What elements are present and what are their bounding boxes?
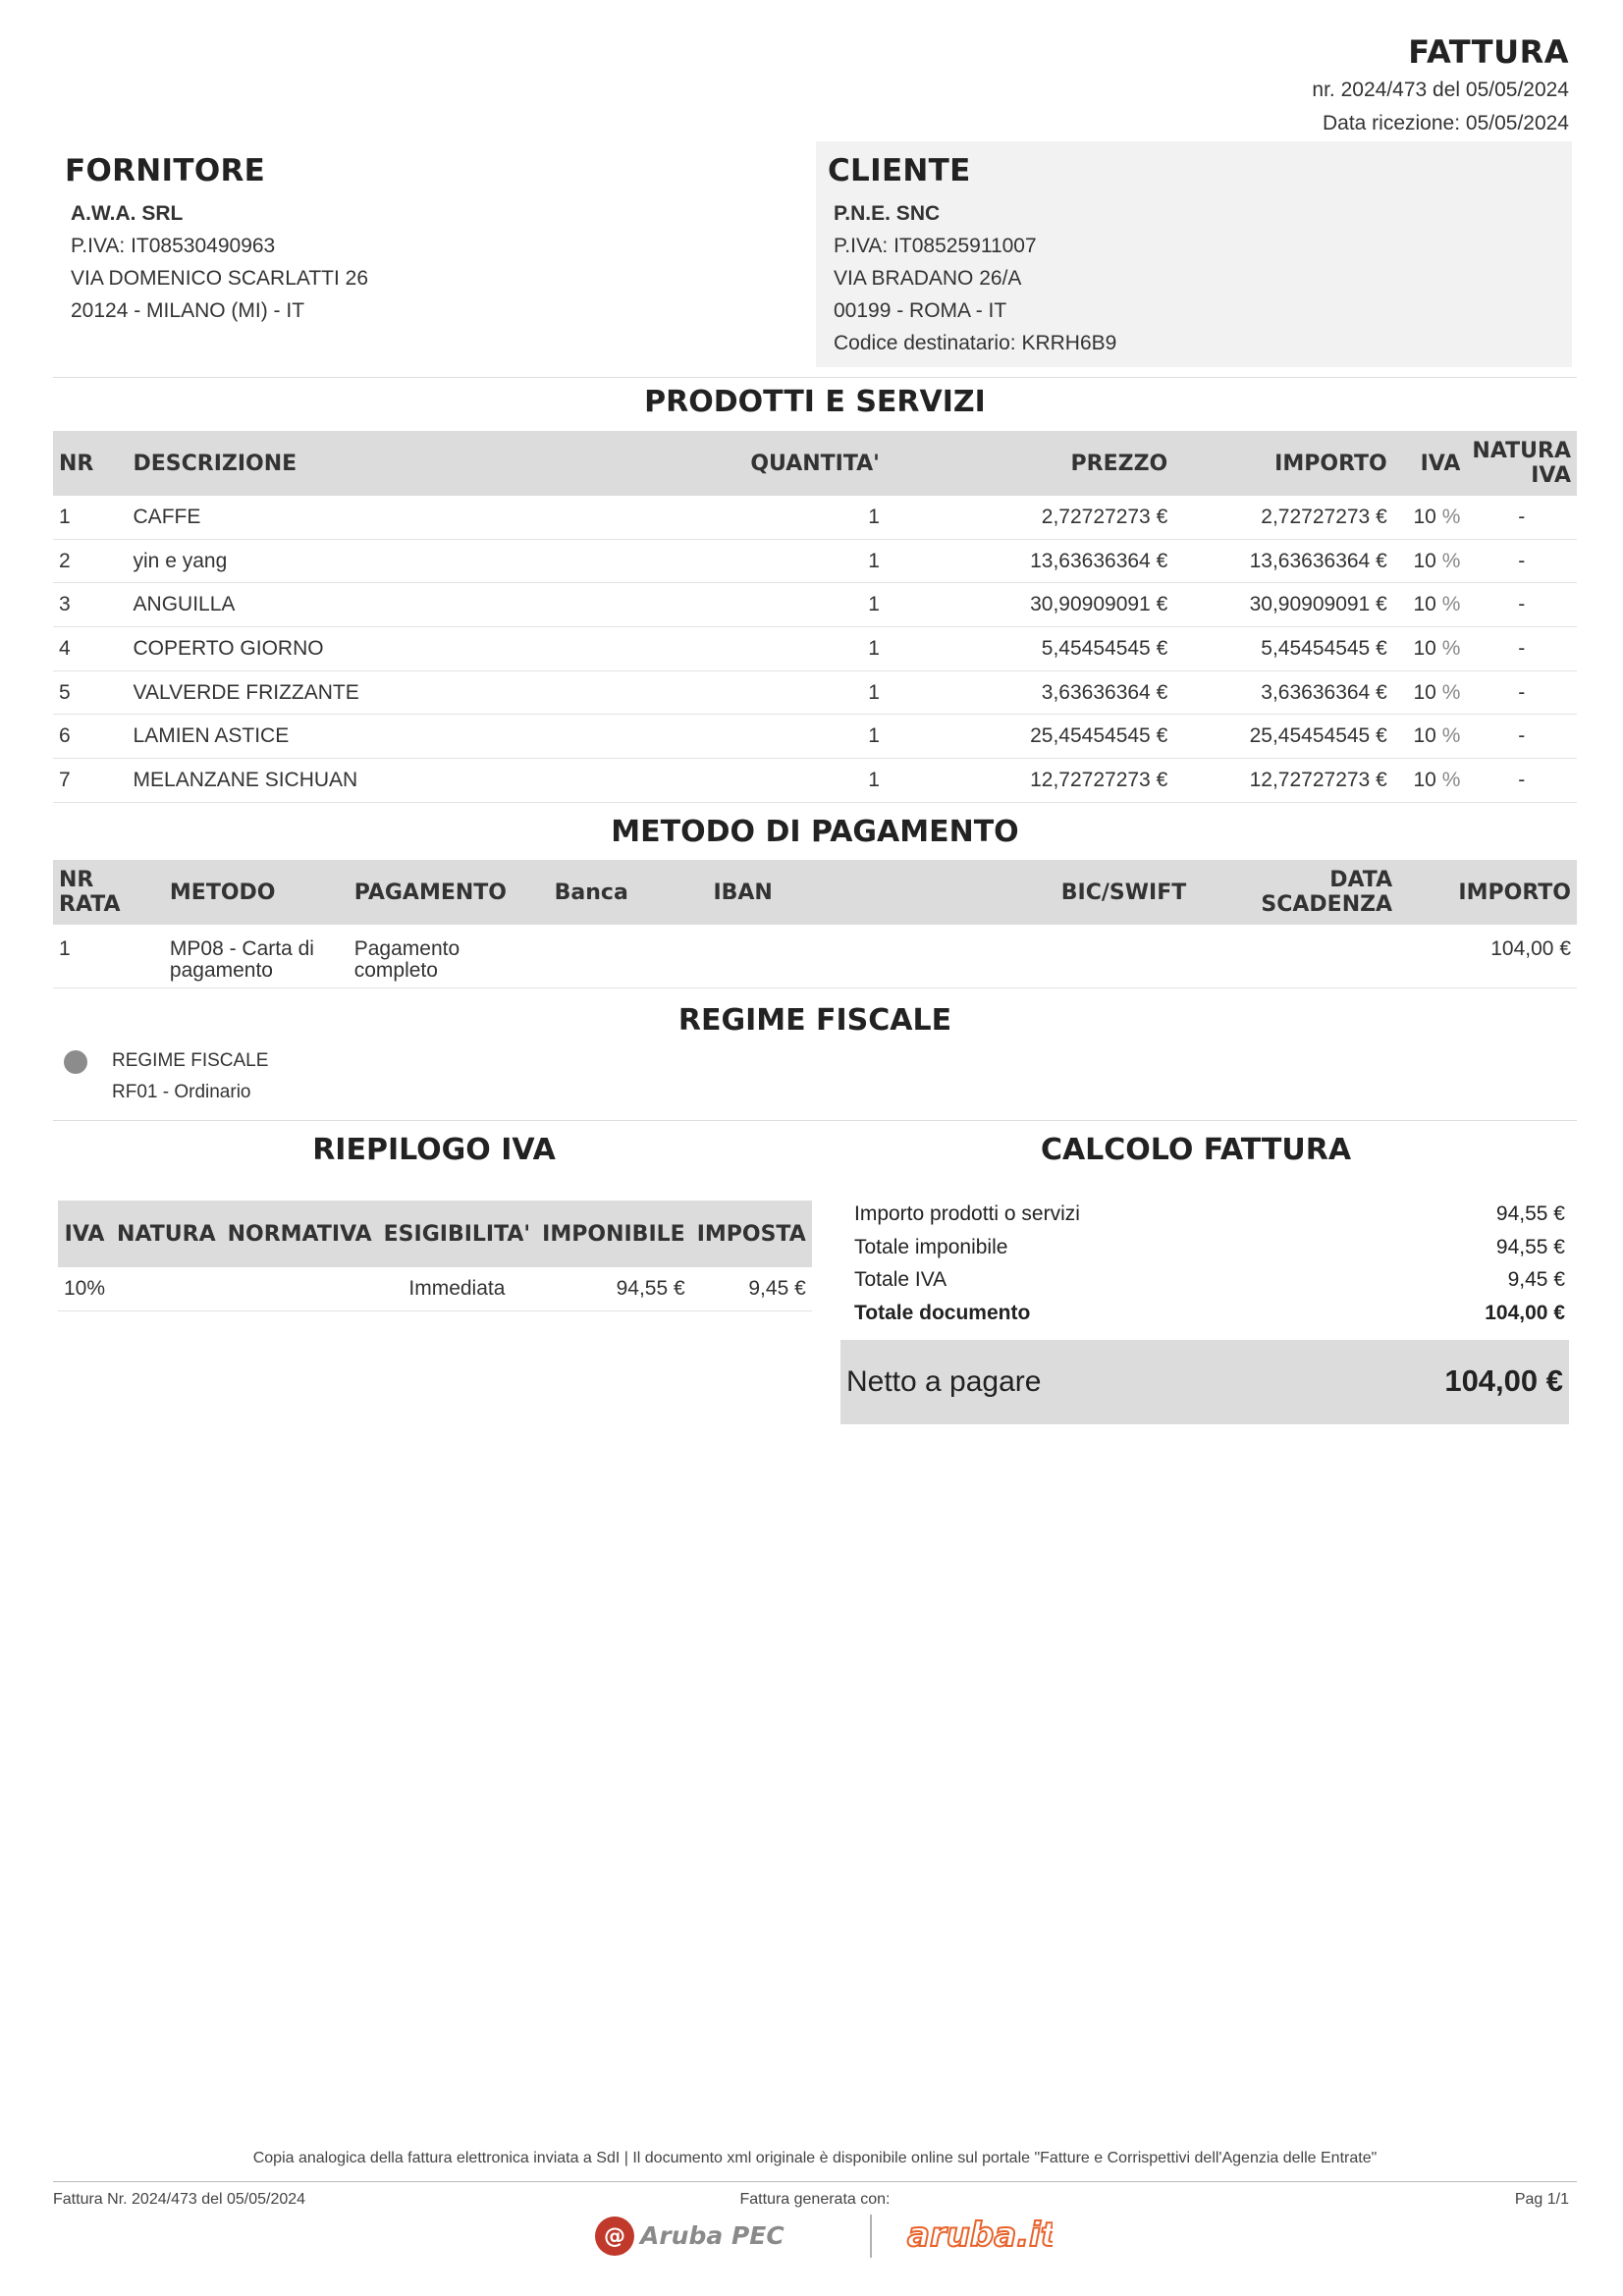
payment-amount: 104,00 €: [1398, 925, 1577, 988]
row-iva: [1393, 539, 1467, 583]
table-row: [58, 1267, 812, 1311]
payment-nr: 1: [53, 925, 164, 988]
row-natura: -: [1466, 715, 1577, 759]
row-quantity: 1: [613, 627, 886, 671]
col-imponibile: IMPONIBILE: [536, 1201, 691, 1267]
iva-esigibilita: Immediata: [378, 1267, 537, 1311]
svg-text:@: @: [604, 2224, 625, 2249]
row-price: 2,72727273 €: [886, 496, 1173, 539]
calc-label: Totale documento: [854, 1301, 1031, 1324]
regime-value: RF01 - Ordinario: [112, 1082, 251, 1102]
col-banca: Banca: [549, 860, 708, 925]
row-description: yin e yang: [128, 539, 614, 583]
table-row: [53, 715, 1577, 759]
calc-value: 94,55 €: [1495, 1235, 1565, 1258]
row-description: VALVERDE FRIZZANTE: [128, 670, 614, 715]
aruba-pec-wordmark: Aruba PEC: [640, 2221, 784, 2250]
row-quantity: 1: [613, 583, 886, 627]
invoice-received-date: Data ricezione: 05/05/2024: [1322, 112, 1569, 134]
row-iva-rate: 10: [1413, 680, 1436, 704]
calc-box: [844, 1202, 1573, 1334]
row-iva-percent: %: [1441, 636, 1461, 660]
col-normativa: NORMATIVA: [222, 1201, 378, 1267]
row-nr: 4: [53, 627, 128, 671]
row-iva: [1393, 759, 1467, 803]
products-table: [53, 431, 1577, 803]
calc-value: 94,55 €: [1495, 1202, 1565, 1225]
payment-type: [349, 925, 549, 988]
footer-page-number: Pag 1/1: [1514, 2191, 1569, 2208]
row-price: 30,90909091 €: [886, 583, 1173, 627]
iva-normativa: [222, 1267, 378, 1311]
supplier-city: 20124 - MILANO (MI) - IT: [71, 299, 305, 322]
row-amount: 12,72727273 €: [1173, 759, 1393, 803]
row-price: 25,45454545 €: [886, 715, 1173, 759]
footer-logos: [591, 2207, 1053, 2266]
regime-label: REGIME FISCALE: [112, 1050, 269, 1071]
row-price: 12,72727273 €: [886, 759, 1173, 803]
regime-title: REGIME FISCALE: [677, 1003, 952, 1038]
bullet-icon: [64, 1050, 87, 1074]
iva-summary-table: [58, 1201, 812, 1311]
row-iva-percent: %: [1441, 549, 1461, 572]
row-iva-rate: 10: [1413, 724, 1436, 748]
table-row: [53, 627, 1577, 671]
row-quantity: 1: [613, 539, 886, 583]
client-vat: P.IVA: IT08525911007: [834, 235, 1037, 257]
payment-iban: [707, 925, 1055, 988]
row-amount: 2,72727273 €: [1173, 496, 1393, 539]
payment-bic: [1055, 925, 1192, 988]
row-amount: 13,63636364 €: [1173, 539, 1393, 583]
payment-title: METODO DI PAGAMENTO: [611, 815, 1019, 849]
row-iva-rate: 10: [1413, 505, 1436, 528]
row-price: 13,63636364 €: [886, 539, 1173, 583]
calc-row: [844, 1236, 1573, 1269]
row-natura: -: [1466, 583, 1577, 627]
col-data-scadenza: DATA SCADENZA: [1192, 860, 1398, 925]
table-row: [53, 583, 1577, 627]
payment-type-line2: completo: [353, 959, 438, 982]
row-iva-percent: %: [1441, 505, 1461, 528]
payment-method-line2: pagamento: [169, 959, 273, 982]
payment-method-line1: MP08 - Carta di: [169, 937, 314, 960]
table-row: [53, 670, 1577, 715]
invoice-title: FATTURA: [1408, 33, 1569, 71]
col-descrizione: DESCRIZIONE: [128, 431, 614, 496]
iva-imposta: 9,45 €: [691, 1267, 812, 1311]
supplier-name: A.W.A. SRL: [71, 202, 184, 225]
payment-table: [53, 860, 1577, 988]
row-natura: -: [1466, 539, 1577, 583]
col-iva: IVA: [1393, 431, 1467, 496]
row-quantity: 1: [613, 670, 886, 715]
row-iva: [1393, 496, 1467, 539]
col-importo: IMPORTO: [1173, 431, 1393, 496]
row-quantity: 1: [613, 759, 886, 803]
row-nr: 2: [53, 539, 128, 583]
logos-svg: [591, 2207, 1053, 2266]
net-to-pay-label: Netto a pagare: [846, 1365, 1042, 1398]
calc-row: [844, 1202, 1573, 1236]
divider: [53, 2181, 1577, 2182]
row-nr: 7: [53, 759, 128, 803]
supplier-heading: FORNITORE: [65, 153, 266, 188]
calc-value: 9,45 €: [1507, 1268, 1565, 1291]
row-amount: 5,45454545 €: [1173, 627, 1393, 671]
col-pagamento: PAGAMENTO: [349, 860, 549, 925]
row-description: ANGUILLA: [128, 583, 614, 627]
table-row: [53, 539, 1577, 583]
row-iva: [1393, 715, 1467, 759]
products-title: PRODOTTI E SERVIZI: [644, 385, 986, 419]
row-iva-percent: %: [1441, 680, 1461, 704]
row-natura: -: [1466, 496, 1577, 539]
row-description: LAMIEN ASTICE: [128, 715, 614, 759]
row-iva: [1393, 583, 1467, 627]
row-iva-percent: %: [1441, 724, 1461, 748]
row-iva-rate: 10: [1413, 593, 1436, 616]
calc-label: Totale imponibile: [854, 1235, 1008, 1258]
row-quantity: 1: [613, 715, 886, 759]
supplier-box: [53, 141, 809, 367]
row-description: MELANZANE SICHUAN: [128, 759, 614, 803]
col-esigibilita: ESIGIBILITA': [378, 1201, 537, 1267]
footer-generated-with: Fattura generata con:: [739, 2191, 891, 2208]
iva-imponibile: 94,55 €: [536, 1267, 691, 1311]
aruba-it-logo: aruba.it: [907, 2216, 1053, 2255]
row-nr: 3: [53, 583, 128, 627]
calc-title: CALCOLO FATTURA: [1040, 1133, 1352, 1167]
row-description: COPERTO GIORNO: [128, 627, 614, 671]
row-description: CAFFE: [128, 496, 614, 539]
row-amount: 25,45454545 €: [1173, 715, 1393, 759]
payment-bank: [549, 925, 708, 988]
col-importo: IMPORTO: [1398, 860, 1577, 925]
row-natura: -: [1466, 759, 1577, 803]
row-iva-percent: %: [1441, 768, 1461, 791]
row-natura: -: [1466, 627, 1577, 671]
calc-row-total: [844, 1302, 1573, 1335]
invoice-number: nr. 2024/473 del 05/05/2024: [1312, 79, 1569, 101]
iva-natura: [111, 1267, 222, 1311]
supplier-address: VIA DOMENICO SCARLATTI 26: [71, 267, 369, 290]
row-iva-percent: %: [1441, 593, 1461, 616]
row-nr: 1: [53, 496, 128, 539]
col-quantita: QUANTITA': [613, 431, 886, 496]
iva-rate: 10%: [58, 1267, 111, 1311]
row-iva-rate: 10: [1413, 768, 1436, 791]
col-natura: NATURA: [111, 1201, 222, 1267]
client-box: [816, 141, 1572, 367]
client-recipient-code: Codice destinatario: KRRH6B9: [834, 332, 1117, 354]
row-iva: [1393, 670, 1467, 715]
calc-label: Importo prodotti o servizi: [854, 1202, 1080, 1225]
supplier-vat: P.IVA: IT08530490963: [71, 235, 276, 257]
client-city: 00199 - ROMA - IT: [834, 299, 1007, 322]
net-to-pay-box: [840, 1340, 1569, 1424]
client-heading: CLIENTE: [828, 153, 971, 188]
calc-label: Totale IVA: [854, 1268, 947, 1291]
payment-type-line1: Pagamento: [353, 937, 460, 960]
row-amount: 3,63636364 €: [1173, 670, 1393, 715]
col-prezzo: PREZZO: [886, 431, 1173, 496]
table-row: [53, 496, 1577, 539]
col-iva: IVA: [58, 1201, 111, 1267]
row-iva-rate: 10: [1413, 549, 1436, 572]
divider: [53, 377, 1577, 378]
footer-note: Copia analogica della fattura elettronica inviata a SdI | Il documento xml originale è disponibile online sul portale "Fatture e Corrispettivi dell'Agenzia delle Entrate": [252, 2150, 1378, 2166]
col-bic-swift: BIC/SWIFT: [1055, 860, 1192, 925]
client-name: P.N.E. SNC: [834, 202, 941, 225]
table-row: [53, 759, 1577, 803]
footer-invoice-ref: Fattura Nr. 2024/473 del 05/05/2024: [53, 2191, 306, 2208]
col-natura-iva: NATURA IVA: [1466, 431, 1577, 496]
row-amount: 30,90909091 €: [1173, 583, 1393, 627]
row-nr: 5: [53, 670, 128, 715]
divider: [53, 1120, 1577, 1121]
table-row: [53, 925, 1577, 988]
row-quantity: 1: [613, 496, 886, 539]
calc-row: [844, 1268, 1573, 1302]
payment-method: [164, 925, 349, 988]
client-address: VIA BRADANO 26/A: [834, 267, 1022, 290]
row-natura: -: [1466, 670, 1577, 715]
net-to-pay-value: 104,00 €: [1444, 1363, 1563, 1398]
row-price: 5,45454545 €: [886, 627, 1173, 671]
row-iva: [1393, 627, 1467, 671]
calc-value: 104,00 €: [1485, 1301, 1565, 1324]
col-iban: IBAN: [707, 860, 1055, 925]
col-nr: NR: [53, 431, 128, 496]
col-nr-rata: NR RATA: [53, 860, 164, 925]
col-imposta: IMPOSTA: [691, 1201, 812, 1267]
row-nr: 6: [53, 715, 128, 759]
row-iva-rate: 10: [1413, 636, 1436, 660]
payment-due: [1192, 925, 1398, 988]
iva-summary-title: RIEPILOGO IVA: [312, 1133, 556, 1167]
invoice-page: [53, 0, 1577, 2296]
aruba-pec-logo: [595, 2216, 784, 2256]
col-metodo: METODO: [164, 860, 349, 925]
row-price: 3,63636364 €: [886, 670, 1173, 715]
